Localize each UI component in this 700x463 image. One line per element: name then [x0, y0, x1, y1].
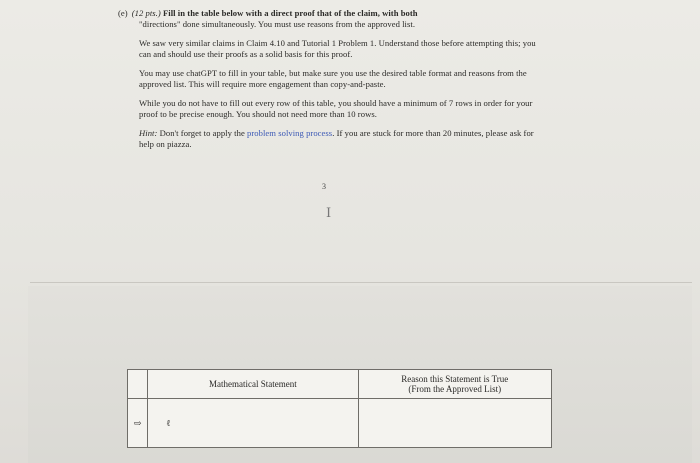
paragraph-chatgpt: You may use chatGPT to fill in your table, but make sure you use the desired table format and reasons from the approved list. This will require more engagement than copy-and-paste.: [139, 68, 527, 89]
statement-cell[interactable]: [148, 399, 358, 448]
hint-text-pre: Don't forget to apply the: [159, 128, 245, 138]
header-mathematical-statement: Mathematical Statement: [148, 370, 358, 399]
paragraph-similar-claims: We saw very similar claims in Claim 4.10 and Tutorial 1 Problem 1. Understand those before attempting this; you can and should use their proofs as a solid basis for this proof.: [139, 38, 536, 59]
part-label: (e): [118, 8, 128, 18]
instruction-rest: "directions" done simultaneously. You must use reasons from the approved list.: [139, 19, 416, 29]
points-label: (12 pts.): [131, 8, 161, 18]
reason-cell[interactable]: [358, 399, 551, 448]
paragraph-row-count: While you do not have to fill out every row of this table, you should have a minimum of 7 rows in order for your proof to be precise enough. You should not need more than 10 rows.: [139, 98, 533, 119]
text-cursor-icon: I: [326, 206, 332, 221]
instruction-bold: Fill in the table below with a direct proof that of the claim, with both: [163, 8, 418, 18]
proof-table: [127, 369, 552, 448]
row-arrow-icon: ⇨: [128, 399, 148, 448]
header-reason-line2: (From the Approved List): [408, 384, 502, 394]
page-number: 3: [322, 182, 326, 191]
header-reason: [358, 370, 551, 399]
hint-paragraph: [139, 128, 548, 150]
table-row: [128, 399, 552, 448]
page-divider: [30, 282, 692, 283]
hint-text-post: . If you are stuck for more than 20 minutes, please ask for help on piazza.: [139, 128, 534, 149]
problem-statement: [118, 8, 548, 30]
table-header-row: [128, 370, 552, 399]
hint-label: Hint:: [139, 128, 158, 138]
problem-solving-link[interactable]: problem solving process: [247, 128, 333, 138]
header-reason-line1: Reason this Statement is True: [401, 374, 509, 384]
problem-e: [118, 8, 548, 158]
faint-mark: ℓ: [166, 418, 171, 428]
header-blank: [128, 370, 148, 399]
